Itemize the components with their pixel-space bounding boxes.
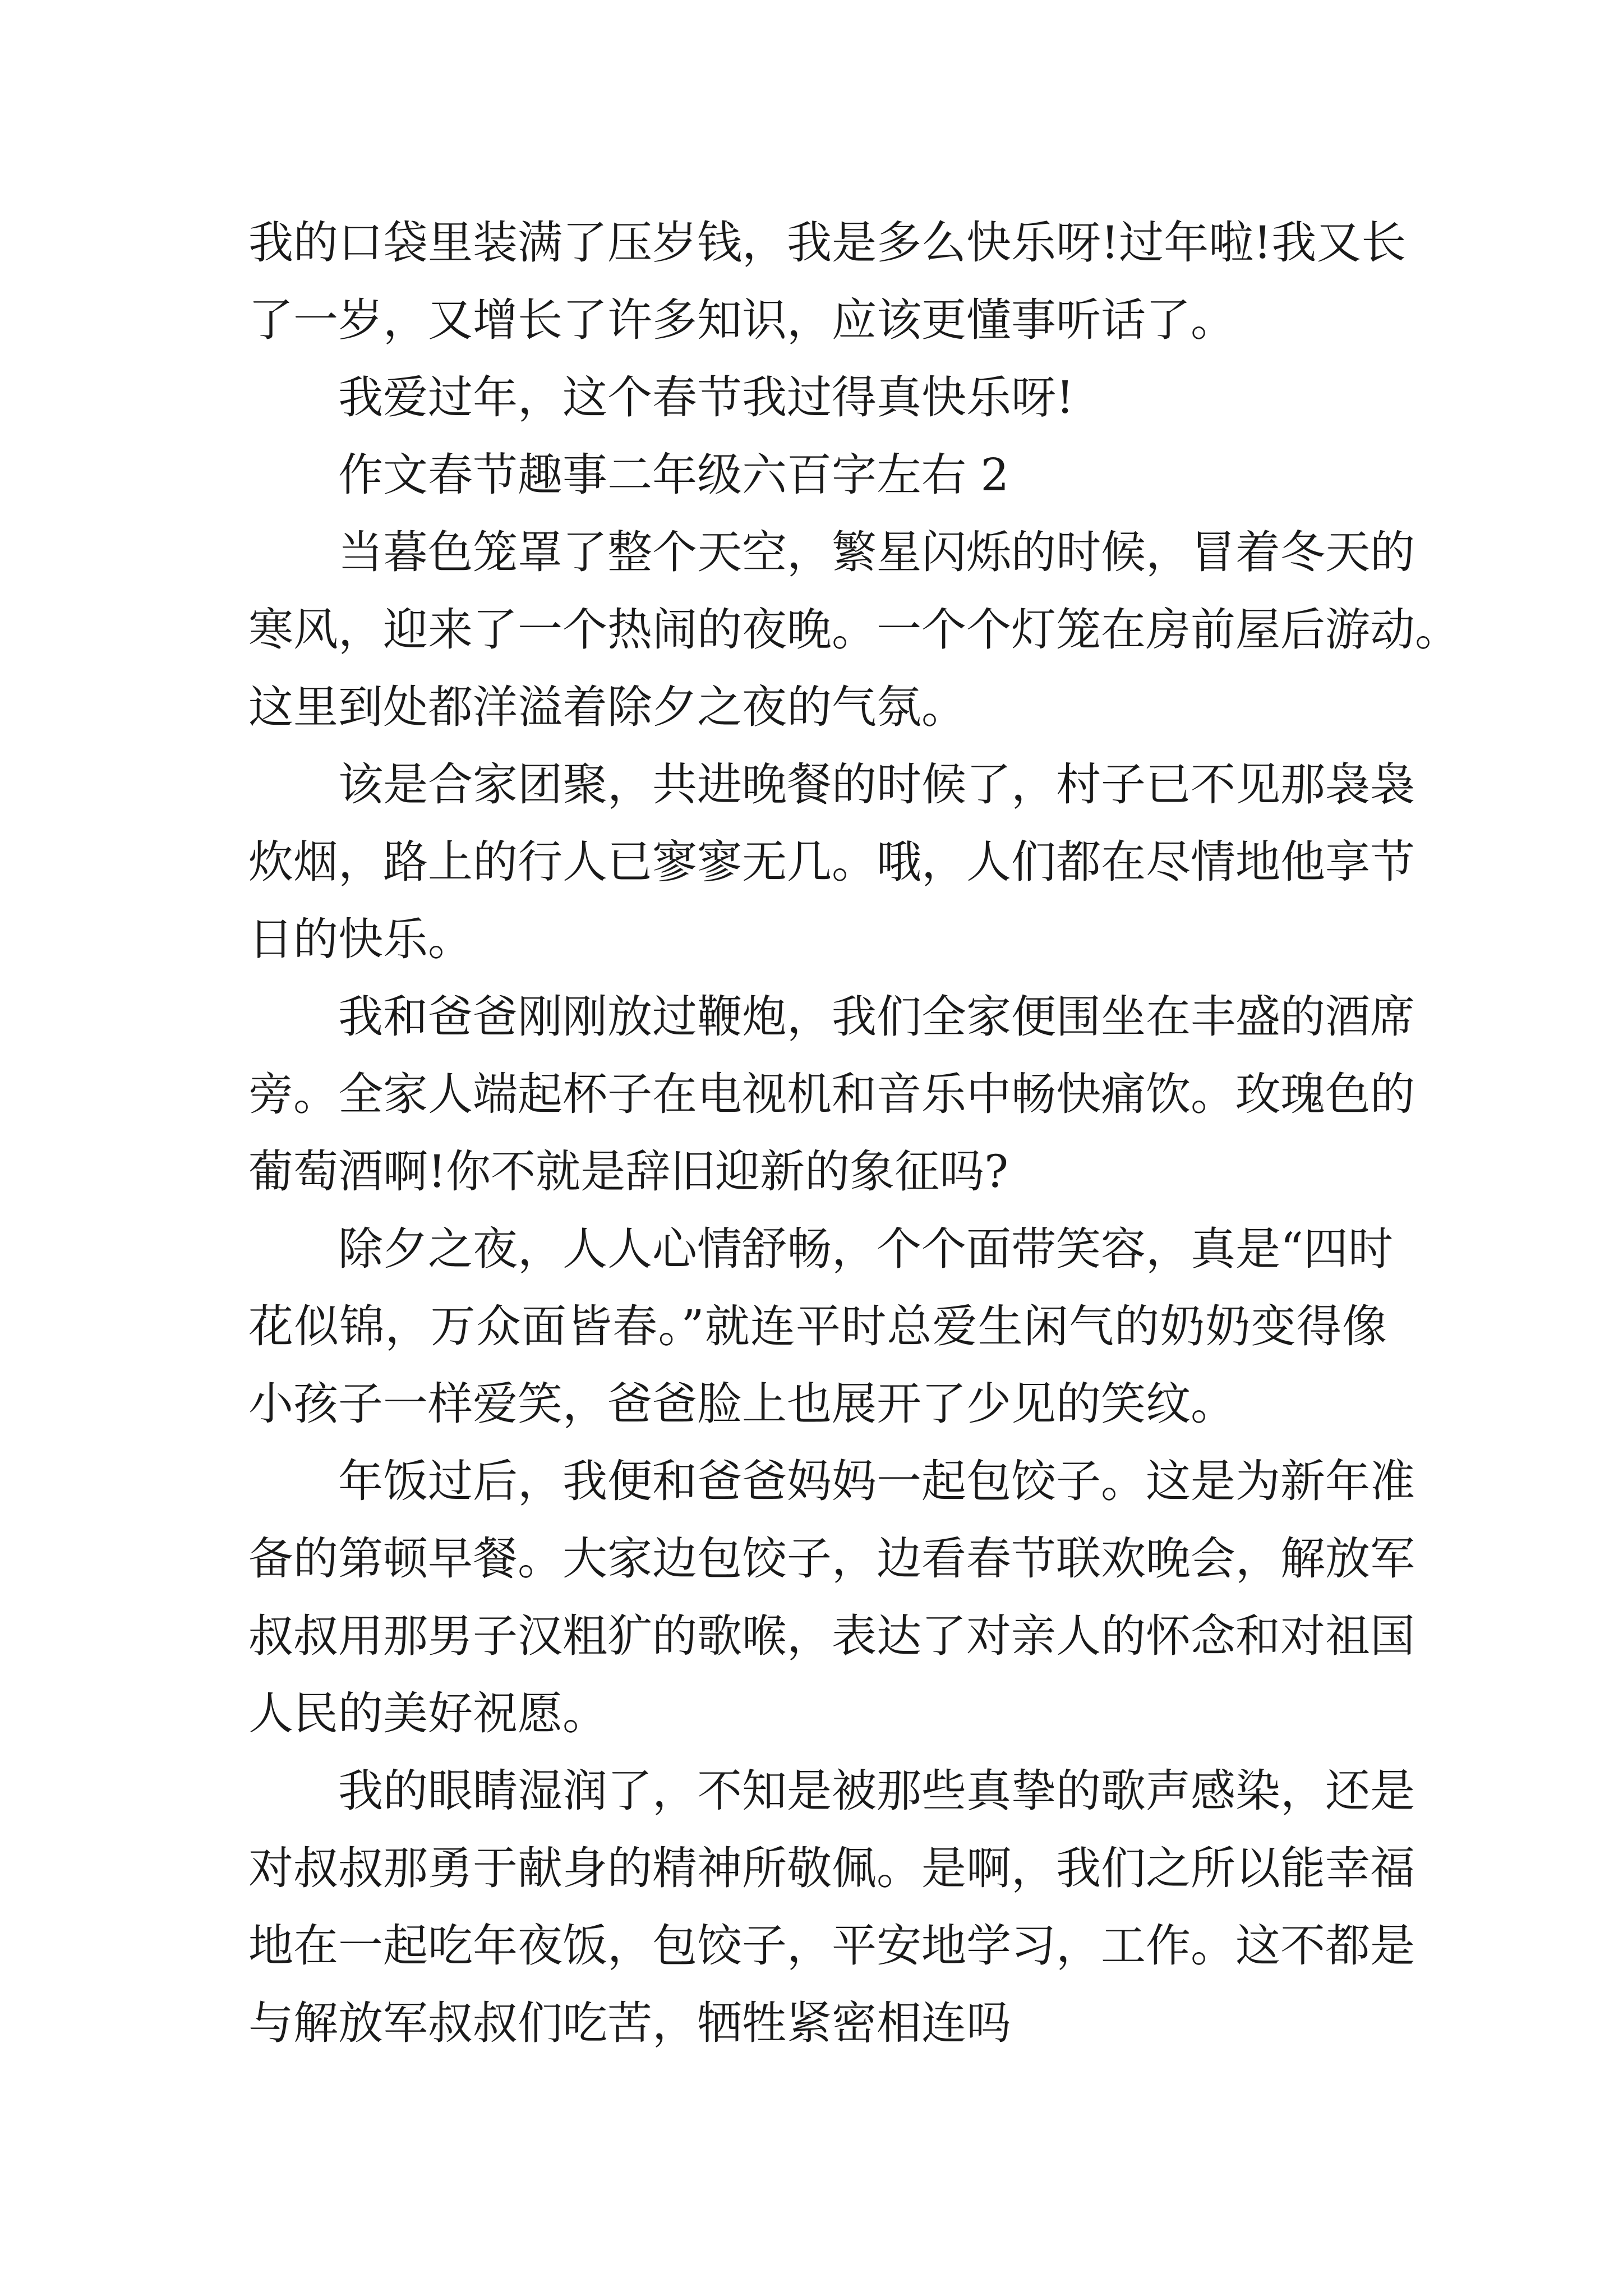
text-line: 葡萄酒啊!你不就是辞旧迎新的象征吗?	[248, 1145, 1009, 1198]
text-line: 炊烟，路上的行人已寥寥无几。哦，人们都在尽情地他享节	[248, 836, 1415, 888]
text-line: 地在一起吃年夜饭，包饺子，平安地学习，工作。这不都是	[248, 1920, 1415, 1972]
text-line: 寒风，迎来了一个热闹的夜晚。一个个灯笼在房前屋后游动。	[248, 604, 1460, 656]
text-line: 我的口袋里装满了压岁钱，我是多么快乐呀!过年啦!我又长	[248, 217, 1407, 269]
text-line: 年饭过后，我便和爸爸妈妈一起包饺子。这是为新年准	[338, 1455, 1415, 1507]
text-line: 小孩子一样爱笑，爸爸脸上也展开了少见的笑纹。	[248, 1378, 1235, 1430]
text-line: 旁。全家人端起杯子在电视机和音乐中畅快痛饮。玫瑰色的	[248, 1068, 1415, 1120]
text-line: 花似锦，万众面皆春。”就连平时总爱生闲气的奶奶变得像	[248, 1300, 1387, 1352]
text-line: 与解放军叔叔们吃苦，牺牲紧密相连吗	[248, 1997, 1011, 2049]
text-line: 叔叔用那男子汉粗犷的歌喉，表达了对亲人的怀念和对祖国	[248, 1610, 1415, 1662]
text-line: 对叔叔那勇于献身的精神所敬佩。是啊，我们之所以能幸福	[248, 1842, 1415, 1894]
text-line: 人民的美好祝愿。	[248, 1687, 607, 1740]
section-heading: 作文春节趣事二年级六百字左右 2	[338, 449, 1009, 501]
text-line: 当暮色笼罩了整个天空，繁星闪烁的时候，冒着冬天的	[338, 526, 1415, 578]
text-line: 了一岁，又增长了许多知识，应该更懂事听话了。	[248, 294, 1235, 346]
text-line: 这里到处都洋溢着除夕之夜的气氛。	[248, 681, 966, 733]
text-line: 我和爸爸刚刚放过鞭炮，我们全家便围坐在丰盛的酒席	[338, 991, 1415, 1043]
text-line: 备的第顿早餐。大家边包饺子，边看春节联欢晚会，解放军	[248, 1533, 1415, 1585]
text-line: 除夕之夜，人人心情舒畅，个个面带笑容，真是“四时	[338, 1223, 1393, 1275]
text-line: 该是合家团聚，共进晚餐的时候了，村子已不见那袅袅	[338, 758, 1415, 811]
text-line: 我爱过年，这个春节我过得真快乐呀!	[338, 371, 1075, 424]
text-line: 日的快乐。	[248, 913, 473, 965]
text-line: 我的眼睛湿润了，不知是被那些真挚的歌声感染，还是	[338, 1765, 1415, 1817]
